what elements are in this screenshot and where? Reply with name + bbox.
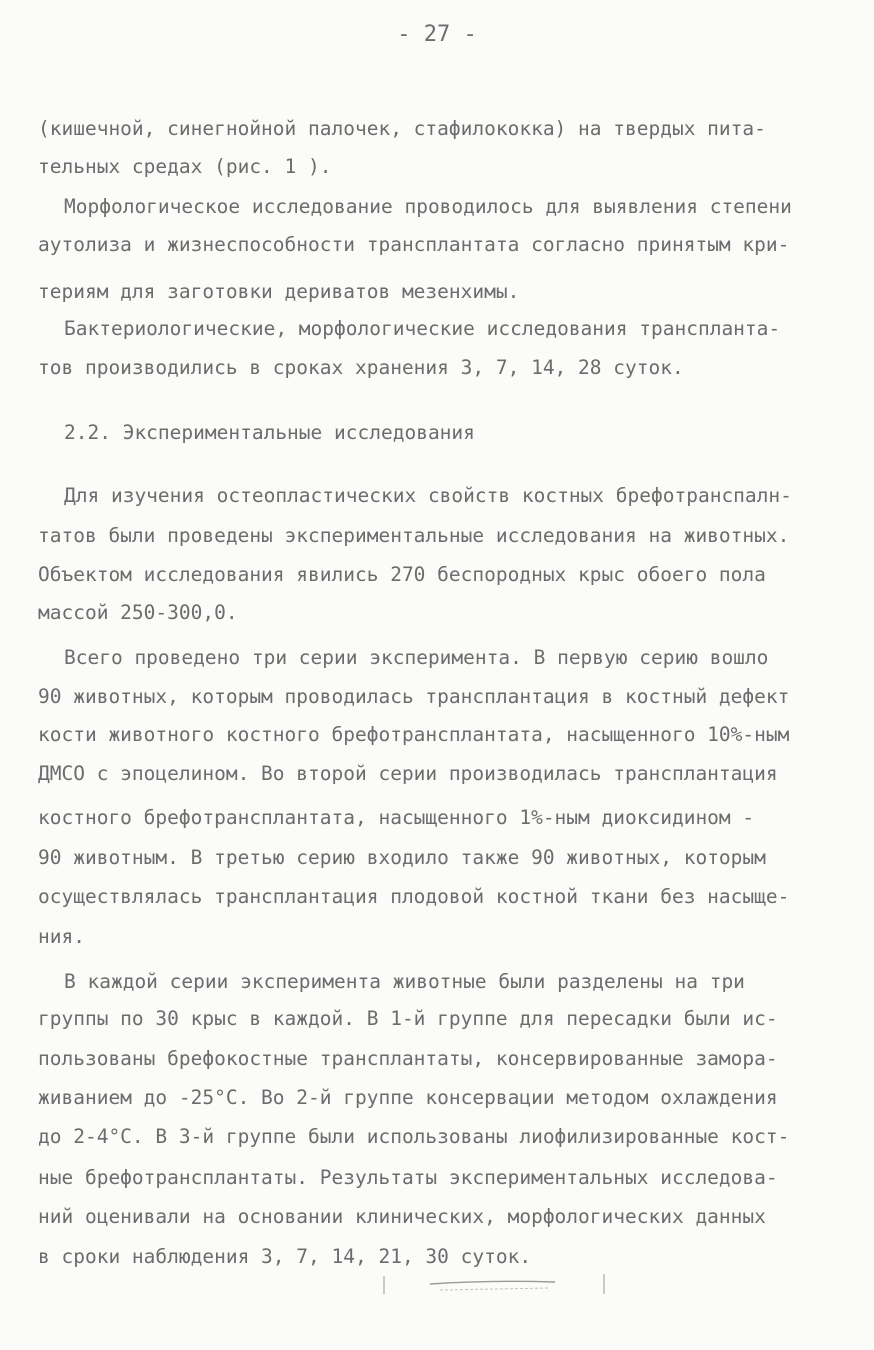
text-line: татов были проведены экспериментальные исследования на животных. [38, 524, 790, 547]
page-number: - 27 - [397, 22, 477, 47]
text-line: Всего проведено три серии эксперимента. В первую серию вошло [64, 646, 769, 669]
text-line: аутолиза и жизнеспособности трансплантата согласно принятым кри- [38, 233, 790, 256]
text-line: териям для заготовки дериватов мезенхимы. [38, 280, 520, 303]
pen-mark-underline [380, 1270, 610, 1298]
section-heading: 2.2. Экспериментальные исследования [64, 421, 475, 444]
text-line: массой 250-300,0. [38, 601, 238, 624]
text-line: тельных средах (рис. 1 ). [38, 155, 332, 178]
text-line: тов производились в сроках хранения 3, 7, 14, 28 суток. [38, 356, 684, 379]
text-line: осуществлялась трансплантация плодовой костной ткани без насыще- [38, 885, 790, 908]
text-line: Морфологическое исследование проводилось для выявления степени [64, 195, 792, 218]
text-line: (кишечной, синегнойной палочек, стафилококка) на твердых пита- [38, 117, 766, 140]
text-line: Объектом исследования явились 270 беспородных крыс обоего пола [38, 563, 766, 586]
text-line: костного брефотрансплантата, насыщенного 1%-ным диоксидином - [38, 806, 755, 829]
text-line: 90 животным. В третью серию входило также 90 животных, которым [38, 846, 766, 869]
text-line: ния. [38, 925, 85, 948]
text-line: кости животного костного брефотрансплантата, насыщенного 10%-ным [38, 723, 790, 746]
text-line: В каждой серии эксперимента животные были разделены на три [64, 970, 745, 993]
text-line: в сроки наблюдения 3, 7, 14, 21, 30 суток. [38, 1245, 532, 1268]
text-line: Для изучения остеопластических свойств костных брефотранспалн- [64, 484, 792, 507]
text-line: 90 животных, которым проводилась трансплантация в костный дефект [38, 685, 790, 708]
text-line: живанием до -25°С. Во 2-й группе консервации методом охлаждения [38, 1086, 778, 1109]
text-line: ДМСО с эпоцелином. Во второй серии производилась трансплантация [38, 762, 778, 785]
text-line: до 2-4°С. В 3-й группе были использованы лиофилизированные кост- [38, 1125, 790, 1148]
text-line: ные брефотрансплантаты. Результаты экспериментальных исследова- [38, 1166, 778, 1189]
text-line: пользованы брефокостные трансплантаты, консервированные замора- [38, 1047, 778, 1070]
text-line: ний оценивали на основании клинических, морфологических данных [38, 1205, 766, 1228]
text-line: группы по 30 крыс в каждой. В 1-й группе для пересадки были ис- [38, 1007, 778, 1030]
text-line: Бактериологические, морфологические исследования трансплантa- [64, 317, 781, 340]
